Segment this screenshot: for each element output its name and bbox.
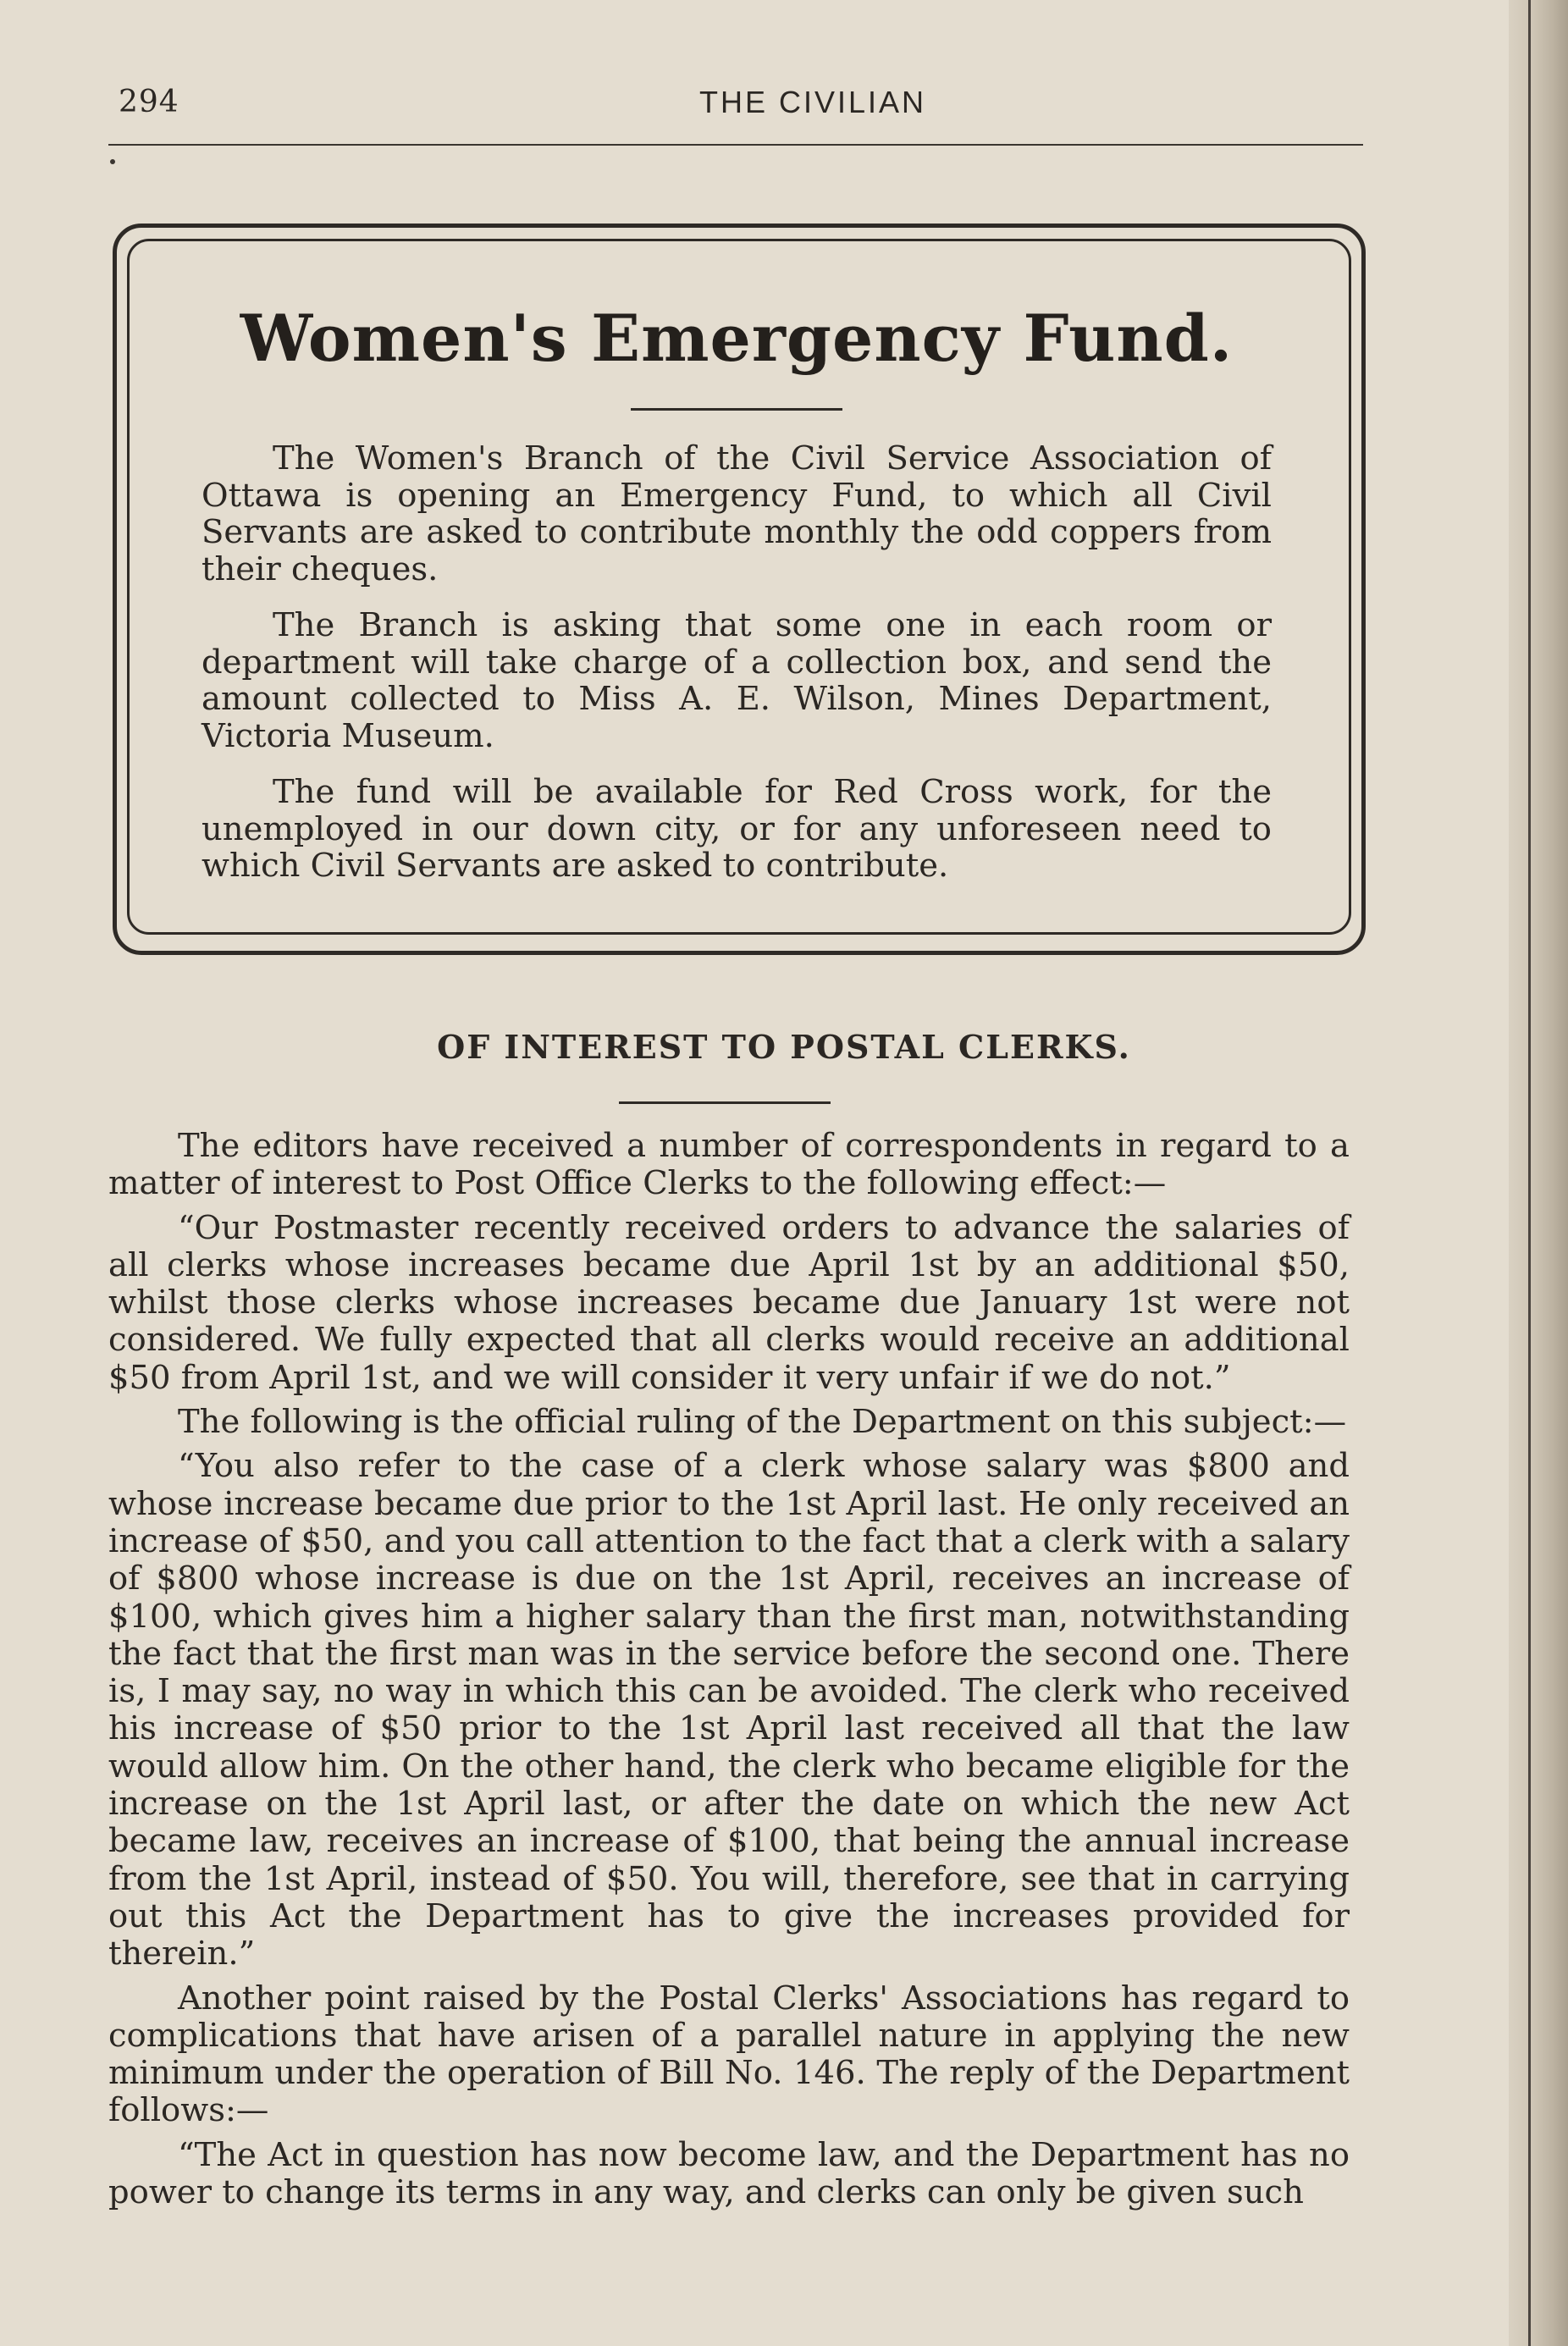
notice-paragraph: The Branch is asking that some one in each room or department will take charge of a collection box, and send the amount collected to Miss A. E. Wilson, Mines Department, Victoria Museum. (202, 606, 1272, 755)
article-paragraph: “The Act in question has now become law, and the Department has no power to change its terms in any way, and clerks can only be given such (108, 2135, 1350, 2212)
binding-edge-line (1528, 0, 1531, 2346)
binding-spine (1509, 0, 1568, 2346)
article-title-rule (619, 1101, 831, 1104)
page-number: 294 (119, 85, 179, 119)
running-title: THE CIVILIAN (698, 85, 927, 119)
article-paragraph: The editors have received a number of correspondents in regard to a matter of interest to Post Office Clerks to the following effect:— (108, 1127, 1350, 1203)
header-rule (108, 144, 1363, 146)
notice-paragraph: The Women's Branch of the Civil Service Association of Ottawa is opening an Emergency Fund, to which all Civil Servants are asked to contribute monthly the odd coppers from their cheques. (202, 439, 1272, 588)
article-title: OF INTEREST TO POSTAL CLERKS. (437, 1028, 1131, 1066)
article-paragraph: The following is the official ruling of the Department on this subject:— (178, 1403, 1347, 1442)
notice-paragraph: The fund will be available for Red Cross work, for the unemployed in our down city, or for any unforeseen need to which Civil Servants are asked to contribute. (202, 773, 1272, 885)
ink-dot (110, 159, 115, 164)
article-paragraph: “You also refer to the case of a clerk whose salary was $800 and whose increase became due prior to the 1st April last. He only received an increase of $50, and you call attention to the fact that a clerk with a salary of $800 whose increase is due on the 1st April, receives an increase of $100, which gives him a higher salary than the first man, notwithstanding the fact that the first man was in the service before the second one. There is, I may say, no way in which this can be avoided. The clerk who received his increase of $50 prior to the 1st April last received all that the law would allow him. On the other hand, the clerk who became eligible for the increase on the 1st April last, or after the date on which the new Act became law, receives an increase of $100, that being the annual increase from the 1st April, instead of $50. You will, therefore, see that in carrying out this Act the Department has to give the increases provided for therein.” (108, 1447, 1350, 1973)
article-paragraph: Another point raised by the Postal Clerks' Associations has regard to complications that have arisen of a parallel nature in applying the new minimum under the operation of Bill No. 146. The reply of the Department follows:— (108, 1979, 1350, 2130)
notice-title: Women's Emergency Fund. (240, 301, 1234, 376)
notice-title-rule (631, 408, 842, 411)
article-paragraph: “Our Postmaster recently received orders to advance the salaries of all clerks whose increases became due April 1st by an additional $50, whilst those clerks whose increases became due January 1st were not considered. We fully expected that all clerks would receive an additional $50 from April 1st, and we will consider it very unfair if we do not.” (108, 1208, 1350, 1397)
notice-body (202, 440, 1272, 904)
page-header (0, 85, 1568, 135)
article-body (108, 1128, 1350, 2218)
